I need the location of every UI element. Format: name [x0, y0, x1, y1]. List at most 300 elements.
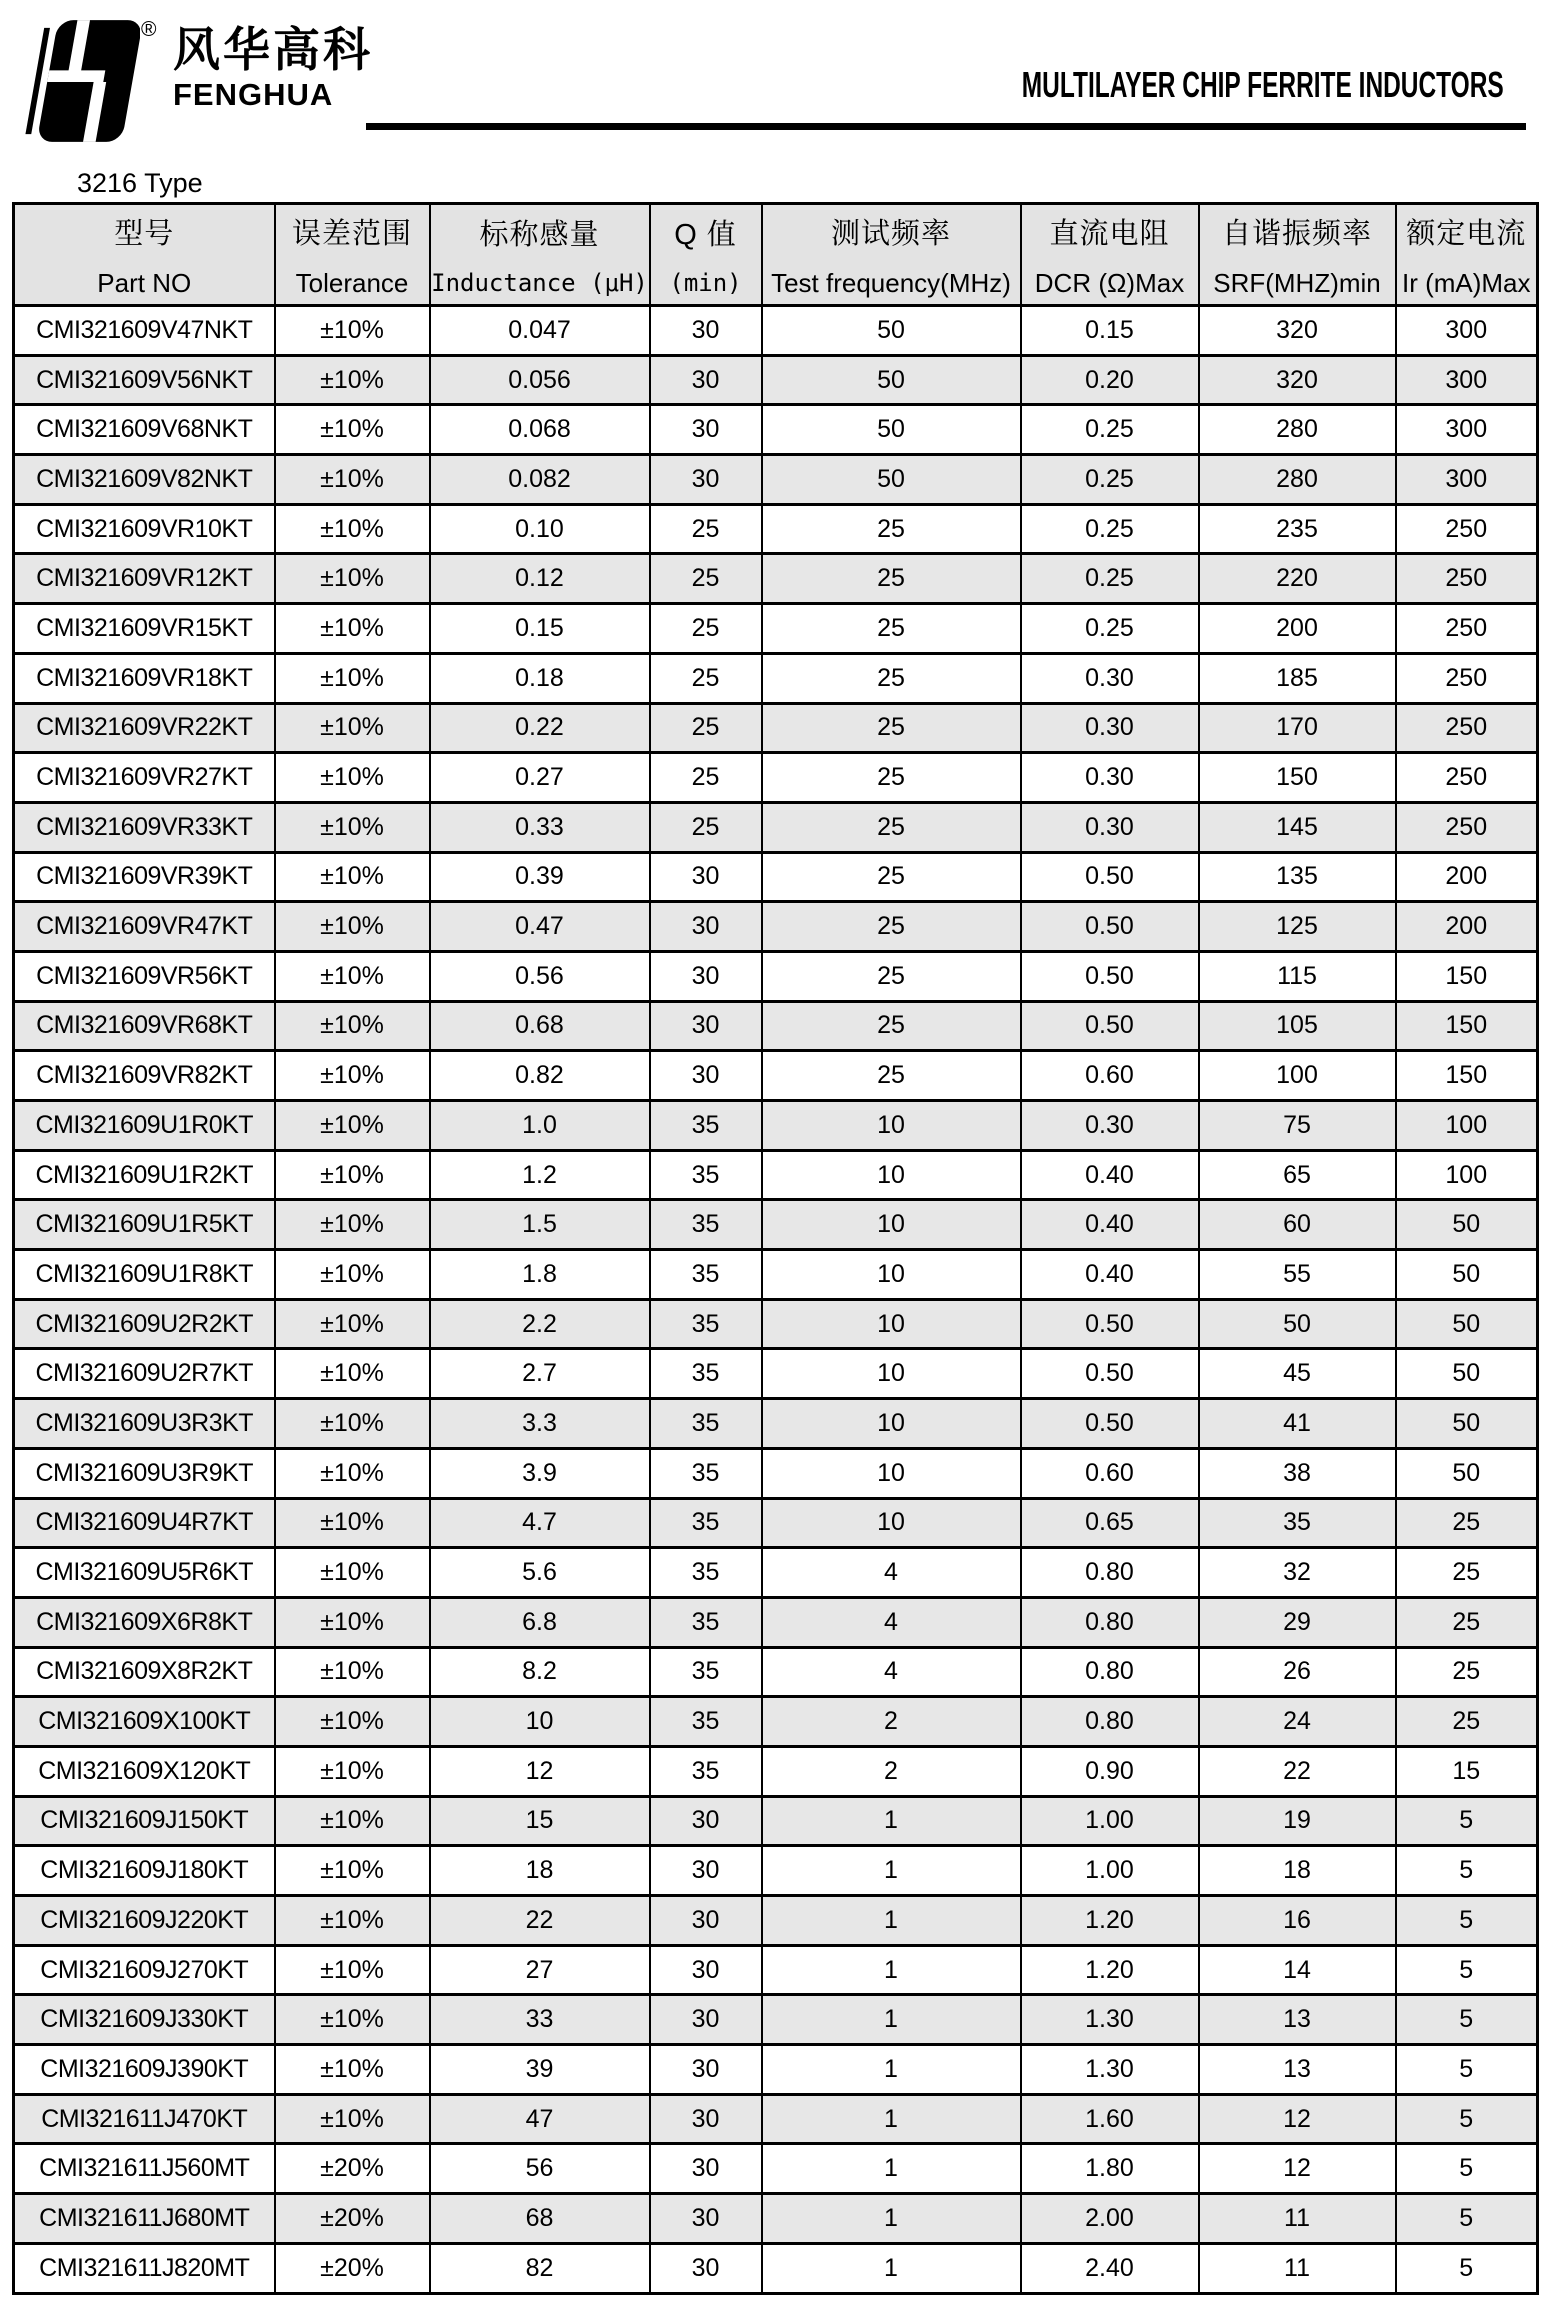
part-no-cell: CMI321609J180KT — [14, 1846, 275, 1896]
dcr-cell: 0.50 — [1021, 1299, 1199, 1349]
table-row — [14, 306, 1538, 356]
srf-cell: 12 — [1199, 2094, 1396, 2144]
part-no-cell: CMI321609X8R2KT — [14, 1647, 275, 1697]
rated-current-cell: 25 — [1396, 1498, 1538, 1548]
table-row — [14, 1846, 1538, 1896]
table-row — [14, 1945, 1538, 1995]
q-min-cell: 25 — [650, 703, 762, 753]
tolerance-cell: ±10% — [275, 1250, 430, 1300]
rated-current-cell: 50 — [1396, 1299, 1538, 1349]
part-no-cell: CMI321609J390KT — [14, 2045, 275, 2095]
srf-cell: 18 — [1199, 1846, 1396, 1896]
srf-cell: 22 — [1199, 1746, 1396, 1796]
srf-cell: 11 — [1199, 2194, 1396, 2244]
rated-current-cell: 200 — [1396, 902, 1538, 952]
srf-cell: 24 — [1199, 1697, 1396, 1747]
test-frequency-cell: 1 — [762, 2094, 1021, 2144]
test-frequency-cell: 10 — [762, 1101, 1021, 1151]
test-frequency-cell: 25 — [762, 902, 1021, 952]
table-row — [14, 2194, 1538, 2244]
srf-cell: 14 — [1199, 1945, 1396, 1995]
part-no-cell: CMI321609J270KT — [14, 1945, 275, 1995]
dcr-cell: 0.50 — [1021, 1399, 1199, 1449]
inductance-cell: 2.7 — [430, 1349, 650, 1399]
rated-current-cell: 250 — [1396, 753, 1538, 803]
q-min-cell: 25 — [650, 504, 762, 554]
table-row — [14, 604, 1538, 654]
inductance-cell: 8.2 — [430, 1647, 650, 1697]
test-frequency-cell: 25 — [762, 852, 1021, 902]
part-no-cell: CMI321609U2R2KT — [14, 1299, 275, 1349]
part-no-cell: CMI321609X120KT — [14, 1746, 275, 1796]
tolerance-cell: ±10% — [275, 455, 430, 505]
inductance-cell: 0.15 — [430, 604, 650, 654]
test-frequency-cell: 50 — [762, 455, 1021, 505]
srf-cell: 145 — [1199, 802, 1396, 852]
dcr-cell: 0.90 — [1021, 1746, 1199, 1796]
dcr-cell: 2.40 — [1021, 2243, 1199, 2293]
srf-cell: 150 — [1199, 753, 1396, 803]
srf-cell: 50 — [1199, 1299, 1396, 1349]
test-frequency-cell: 25 — [762, 504, 1021, 554]
tolerance-cell: ±10% — [275, 2045, 430, 2095]
q-min-cell: 30 — [650, 1995, 762, 2045]
srf-cell: 100 — [1199, 1051, 1396, 1101]
srf-cell: 105 — [1199, 1001, 1396, 1051]
test-frequency-cell: 2 — [762, 1697, 1021, 1747]
part-no-cell: CMI321609VR47KT — [14, 902, 275, 952]
col-header-srf: 自谐振频率 SRF(MHZ)min — [1199, 204, 1396, 306]
test-frequency-cell: 1 — [762, 1995, 1021, 2045]
srf-cell: 60 — [1199, 1200, 1396, 1250]
dcr-cell: 0.30 — [1021, 1101, 1199, 1151]
rated-current-cell: 50 — [1396, 1349, 1538, 1399]
col-header-q-min: Q 值 (min) — [650, 204, 762, 306]
srf-cell: 16 — [1199, 1896, 1396, 1946]
test-frequency-cell: 10 — [762, 1299, 1021, 1349]
spec-table — [12, 202, 1539, 2295]
dcr-cell: 0.50 — [1021, 1001, 1199, 1051]
test-frequency-cell: 1 — [762, 2144, 1021, 2194]
srf-cell: 13 — [1199, 2045, 1396, 2095]
srf-cell: 235 — [1199, 504, 1396, 554]
part-no-cell: CMI321609VR33KT — [14, 802, 275, 852]
part-no-cell: CMI321611J560MT — [14, 2144, 275, 2194]
q-min-cell: 35 — [650, 1697, 762, 1747]
q-min-cell: 30 — [650, 902, 762, 952]
dcr-cell: 0.80 — [1021, 1597, 1199, 1647]
table-row — [14, 1697, 1538, 1747]
rated-current-cell: 250 — [1396, 703, 1538, 753]
table-row — [14, 753, 1538, 803]
table-row — [14, 504, 1538, 554]
table-body — [14, 306, 1538, 2294]
tolerance-cell: ±10% — [275, 1399, 430, 1449]
srf-cell: 220 — [1199, 554, 1396, 604]
tolerance-cell: ±10% — [275, 504, 430, 554]
col-header-tolerance: 误差范围 Tolerance — [275, 204, 430, 306]
tolerance-cell: ±10% — [275, 703, 430, 753]
table-row — [14, 2094, 1538, 2144]
inductance-cell: 0.68 — [430, 1001, 650, 1051]
table-row — [14, 1597, 1538, 1647]
test-frequency-cell: 25 — [762, 604, 1021, 654]
table-row — [14, 1647, 1538, 1697]
tolerance-cell: ±10% — [275, 2094, 430, 2144]
dcr-cell: 0.50 — [1021, 852, 1199, 902]
rated-current-cell: 50 — [1396, 1399, 1538, 1449]
dcr-cell: 0.25 — [1021, 405, 1199, 455]
test-frequency-cell: 4 — [762, 1647, 1021, 1697]
tolerance-cell: ±10% — [275, 405, 430, 455]
inductance-cell: 0.27 — [430, 753, 650, 803]
part-no-cell: CMI321609U1R0KT — [14, 1101, 275, 1151]
table-row — [14, 554, 1538, 604]
brand-block — [173, 24, 373, 110]
part-no-cell: CMI321609U4R7KT — [14, 1498, 275, 1548]
q-min-cell: 30 — [650, 1945, 762, 1995]
part-no-cell: CMI321609J330KT — [14, 1995, 275, 2045]
inductance-cell: 3.3 — [430, 1399, 650, 1449]
col-header-test-frequency: 测试频率 Test frequency(MHz) — [762, 204, 1021, 306]
rated-current-cell: 250 — [1396, 504, 1538, 554]
rated-current-cell: 50 — [1396, 1200, 1538, 1250]
rated-current-cell: 150 — [1396, 1001, 1538, 1051]
part-no-cell: CMI321609VR27KT — [14, 753, 275, 803]
inductance-cell: 33 — [430, 1995, 650, 2045]
table-row — [14, 1250, 1538, 1300]
rated-current-cell: 300 — [1396, 355, 1538, 405]
q-min-cell: 30 — [650, 306, 762, 356]
rated-current-cell: 5 — [1396, 1846, 1538, 1896]
tolerance-cell: ±20% — [275, 2194, 430, 2244]
tolerance-cell: ±10% — [275, 1001, 430, 1051]
q-min-cell: 35 — [650, 1548, 762, 1598]
table-row — [14, 703, 1538, 753]
test-frequency-cell: 4 — [762, 1597, 1021, 1647]
dcr-cell: 0.30 — [1021, 753, 1199, 803]
dcr-cell: 0.80 — [1021, 1647, 1199, 1697]
tolerance-cell: ±20% — [275, 2144, 430, 2194]
dcr-cell: 1.20 — [1021, 1896, 1199, 1946]
q-min-cell: 25 — [650, 753, 762, 803]
part-no-cell: CMI321609V82NKT — [14, 455, 275, 505]
table-row — [14, 951, 1538, 1001]
test-frequency-cell: 10 — [762, 1399, 1021, 1449]
table-row — [14, 1896, 1538, 1946]
test-frequency-cell: 1 — [762, 1846, 1021, 1896]
srf-cell: 115 — [1199, 951, 1396, 1001]
srf-cell: 280 — [1199, 405, 1396, 455]
srf-cell: 38 — [1199, 1448, 1396, 1498]
tolerance-cell: ±10% — [275, 1349, 430, 1399]
tolerance-cell: ±10% — [275, 1796, 430, 1846]
q-min-cell: 30 — [650, 1896, 762, 1946]
test-frequency-cell: 10 — [762, 1498, 1021, 1548]
srf-cell: 185 — [1199, 653, 1396, 703]
rated-current-cell: 5 — [1396, 2144, 1538, 2194]
inductance-cell: 0.082 — [430, 455, 650, 505]
rated-current-cell: 5 — [1396, 1796, 1538, 1846]
q-min-cell: 35 — [650, 1101, 762, 1151]
section-label: 3216 Type — [77, 168, 203, 198]
q-min-cell: 35 — [650, 1299, 762, 1349]
test-frequency-cell: 1 — [762, 1796, 1021, 1846]
rated-current-cell: 150 — [1396, 1051, 1538, 1101]
inductance-cell: 0.068 — [430, 405, 650, 455]
col-header-inductance: 标称感量 Inductance (μH) — [430, 204, 650, 306]
table-row — [14, 355, 1538, 405]
dcr-cell: 1.30 — [1021, 2045, 1199, 2095]
test-frequency-cell: 1 — [762, 2045, 1021, 2095]
q-min-cell: 35 — [650, 1150, 762, 1200]
part-no-cell: CMI321609VR22KT — [14, 703, 275, 753]
rated-current-cell: 150 — [1396, 951, 1538, 1001]
inductance-cell: 3.9 — [430, 1448, 650, 1498]
srf-cell: 75 — [1199, 1101, 1396, 1151]
inductance-cell: 0.047 — [430, 306, 650, 356]
col-header-part-no: 型号 Part NO — [14, 204, 275, 306]
inductance-cell: 4.7 — [430, 1498, 650, 1548]
inductance-cell: 56 — [430, 2144, 650, 2194]
test-frequency-cell: 10 — [762, 1150, 1021, 1200]
part-no-cell: CMI321609U3R9KT — [14, 1448, 275, 1498]
srf-cell: 125 — [1199, 902, 1396, 952]
rated-current-cell: 5 — [1396, 2045, 1538, 2095]
inductance-cell: 0.12 — [430, 554, 650, 604]
dcr-cell: 0.40 — [1021, 1200, 1199, 1250]
part-no-cell: CMI321609X100KT — [14, 1697, 275, 1747]
dcr-cell: 1.60 — [1021, 2094, 1199, 2144]
dcr-cell: 1.30 — [1021, 1995, 1199, 2045]
table-row — [14, 1349, 1538, 1399]
inductance-cell: 0.82 — [430, 1051, 650, 1101]
srf-cell: 29 — [1199, 1597, 1396, 1647]
q-min-cell: 30 — [650, 951, 762, 1001]
col-header-dcr: 直流电阻 DCR (Ω)Max — [1021, 204, 1199, 306]
inductance-cell: 0.22 — [430, 703, 650, 753]
part-no-cell: CMI321609U5R6KT — [14, 1548, 275, 1598]
dcr-cell: 0.50 — [1021, 951, 1199, 1001]
test-frequency-cell: 25 — [762, 753, 1021, 803]
part-no-cell: CMI321609U3R3KT — [14, 1399, 275, 1449]
dcr-cell: 2.00 — [1021, 2194, 1199, 2244]
q-min-cell: 30 — [650, 1051, 762, 1101]
test-frequency-cell: 10 — [762, 1448, 1021, 1498]
part-no-cell: CMI321609VR15KT — [14, 604, 275, 654]
registered-trademark: ® — [141, 18, 157, 41]
srf-cell: 35 — [1199, 1498, 1396, 1548]
table-row — [14, 405, 1538, 455]
inductance-cell: 10 — [430, 1697, 650, 1747]
dcr-cell: 0.30 — [1021, 802, 1199, 852]
rated-current-cell: 100 — [1396, 1150, 1538, 1200]
q-min-cell: 35 — [650, 1448, 762, 1498]
rated-current-cell: 250 — [1396, 554, 1538, 604]
q-min-cell: 30 — [650, 355, 762, 405]
part-no-cell: CMI321609U2R7KT — [14, 1349, 275, 1399]
dcr-cell: 1.00 — [1021, 1796, 1199, 1846]
dcr-cell: 0.25 — [1021, 504, 1199, 554]
dcr-cell: 0.60 — [1021, 1448, 1199, 1498]
dcr-cell: 0.15 — [1021, 306, 1199, 356]
srf-cell: 19 — [1199, 1796, 1396, 1846]
tolerance-cell: ±10% — [275, 1150, 430, 1200]
part-no-cell: CMI321609U1R8KT — [14, 1250, 275, 1300]
table-row — [14, 1150, 1538, 1200]
part-no-cell: CMI321609VR10KT — [14, 504, 275, 554]
tolerance-cell: ±10% — [275, 753, 430, 803]
test-frequency-cell: 10 — [762, 1349, 1021, 1399]
rated-current-cell: 200 — [1396, 852, 1538, 902]
dcr-cell: 0.40 — [1021, 1250, 1199, 1300]
part-no-cell: CMI321609V56NKT — [14, 355, 275, 405]
inductance-cell: 0.39 — [430, 852, 650, 902]
inductance-cell: 27 — [430, 1945, 650, 1995]
dcr-cell: 0.25 — [1021, 604, 1199, 654]
q-min-cell: 30 — [650, 1796, 762, 1846]
part-no-cell: CMI321609X6R8KT — [14, 1597, 275, 1647]
srf-cell: 320 — [1199, 306, 1396, 356]
test-frequency-cell: 25 — [762, 1001, 1021, 1051]
q-min-cell: 35 — [650, 1250, 762, 1300]
q-min-cell: 25 — [650, 604, 762, 654]
part-no-cell: CMI321609VR68KT — [14, 1001, 275, 1051]
dcr-cell: 0.80 — [1021, 1697, 1199, 1747]
q-min-cell: 25 — [650, 653, 762, 703]
tolerance-cell: ±10% — [275, 653, 430, 703]
inductance-cell: 0.10 — [430, 504, 650, 554]
part-no-cell: CMI321609VR18KT — [14, 653, 275, 703]
test-frequency-cell: 25 — [762, 554, 1021, 604]
table-row — [14, 1399, 1538, 1449]
test-frequency-cell: 25 — [762, 1051, 1021, 1101]
tolerance-cell: ±10% — [275, 1746, 430, 1796]
dcr-cell: 0.25 — [1021, 554, 1199, 604]
rated-current-cell: 300 — [1396, 405, 1538, 455]
q-min-cell: 35 — [650, 1597, 762, 1647]
part-no-cell: CMI321609J220KT — [14, 1896, 275, 1946]
tolerance-cell: ±10% — [275, 1846, 430, 1896]
table-row — [14, 2144, 1538, 2194]
dcr-cell: 0.25 — [1021, 455, 1199, 505]
inductance-cell: 1.0 — [430, 1101, 650, 1151]
srf-cell: 320 — [1199, 355, 1396, 405]
part-no-cell: CMI321609J150KT — [14, 1796, 275, 1846]
test-frequency-cell: 1 — [762, 2243, 1021, 2293]
tolerance-cell: ±10% — [275, 1448, 430, 1498]
table-row — [14, 1548, 1538, 1598]
srf-cell: 280 — [1199, 455, 1396, 505]
inductance-cell: 47 — [430, 2094, 650, 2144]
rated-current-cell: 50 — [1396, 1448, 1538, 1498]
inductance-cell: 1.2 — [430, 1150, 650, 1200]
test-frequency-cell: 25 — [762, 802, 1021, 852]
part-no-cell: CMI321611J820MT — [14, 2243, 275, 2293]
rated-current-cell: 250 — [1396, 653, 1538, 703]
tolerance-cell: ±10% — [275, 1200, 430, 1250]
part-no-cell: CMI321609U1R2KT — [14, 1150, 275, 1200]
tolerance-cell: ±20% — [275, 2243, 430, 2293]
rated-current-cell: 5 — [1396, 1995, 1538, 2045]
rated-current-cell: 300 — [1396, 455, 1538, 505]
q-min-cell: 25 — [650, 554, 762, 604]
q-min-cell: 35 — [650, 1647, 762, 1697]
dcr-cell: 1.00 — [1021, 1846, 1199, 1896]
tolerance-cell: ±10% — [275, 852, 430, 902]
table-row — [14, 1746, 1538, 1796]
test-frequency-cell: 1 — [762, 1945, 1021, 1995]
inductance-cell: 0.18 — [430, 653, 650, 703]
col-header-rated-current: 额定电流 Ir (mA)Max — [1396, 204, 1538, 306]
part-no-cell: CMI321609VR39KT — [14, 852, 275, 902]
srf-cell: 65 — [1199, 1150, 1396, 1200]
table-row — [14, 902, 1538, 952]
srf-cell: 12 — [1199, 2144, 1396, 2194]
q-min-cell: 30 — [650, 2194, 762, 2244]
dcr-cell: 0.60 — [1021, 1051, 1199, 1101]
tolerance-cell: ±10% — [275, 951, 430, 1001]
table-row — [14, 802, 1538, 852]
rated-current-cell: 15 — [1396, 1746, 1538, 1796]
srf-cell: 11 — [1199, 2243, 1396, 2293]
dcr-cell: 0.20 — [1021, 355, 1199, 405]
test-frequency-cell: 50 — [762, 306, 1021, 356]
tolerance-cell: ±10% — [275, 1597, 430, 1647]
part-no-cell: CMI321611J470KT — [14, 2094, 275, 2144]
dcr-cell: 0.65 — [1021, 1498, 1199, 1548]
table-row — [14, 2045, 1538, 2095]
srf-cell: 13 — [1199, 1995, 1396, 2045]
srf-cell: 200 — [1199, 604, 1396, 654]
inductance-cell: 12 — [430, 1746, 650, 1796]
table-row — [14, 1995, 1538, 2045]
tolerance-cell: ±10% — [275, 902, 430, 952]
part-no-cell: CMI321609V68NKT — [14, 405, 275, 455]
dcr-cell: 0.50 — [1021, 902, 1199, 952]
test-frequency-cell: 50 — [762, 405, 1021, 455]
tolerance-cell: ±10% — [275, 1995, 430, 2045]
test-frequency-cell: 25 — [762, 951, 1021, 1001]
inductance-cell: 82 — [430, 2243, 650, 2293]
tolerance-cell: ±10% — [275, 802, 430, 852]
inductance-cell: 0.056 — [430, 355, 650, 405]
rated-current-cell: 5 — [1396, 2194, 1538, 2244]
table-row — [14, 1051, 1538, 1101]
srf-cell: 41 — [1199, 1399, 1396, 1449]
q-min-cell: 30 — [650, 1846, 762, 1896]
table-row — [14, 1200, 1538, 1250]
brand-name-english: FENGHUA — [173, 76, 334, 112]
q-min-cell: 30 — [650, 455, 762, 505]
dcr-cell: 1.80 — [1021, 2144, 1199, 2194]
inductance-cell: 1.8 — [430, 1250, 650, 1300]
tolerance-cell: ±10% — [275, 1498, 430, 1548]
q-min-cell: 30 — [650, 1001, 762, 1051]
table-row — [14, 1448, 1538, 1498]
tolerance-cell: ±10% — [275, 1945, 430, 1995]
rated-current-cell: 50 — [1396, 1250, 1538, 1300]
rated-current-cell: 5 — [1396, 1896, 1538, 1946]
part-no-cell: CMI321609VR82KT — [14, 1051, 275, 1101]
rated-current-cell: 5 — [1396, 2094, 1538, 2144]
test-frequency-cell: 1 — [762, 1896, 1021, 1946]
srf-cell: 32 — [1199, 1548, 1396, 1598]
table-row — [14, 2243, 1538, 2293]
rated-current-cell: 250 — [1396, 802, 1538, 852]
dcr-cell: 0.30 — [1021, 703, 1199, 753]
dcr-cell: 0.80 — [1021, 1548, 1199, 1598]
